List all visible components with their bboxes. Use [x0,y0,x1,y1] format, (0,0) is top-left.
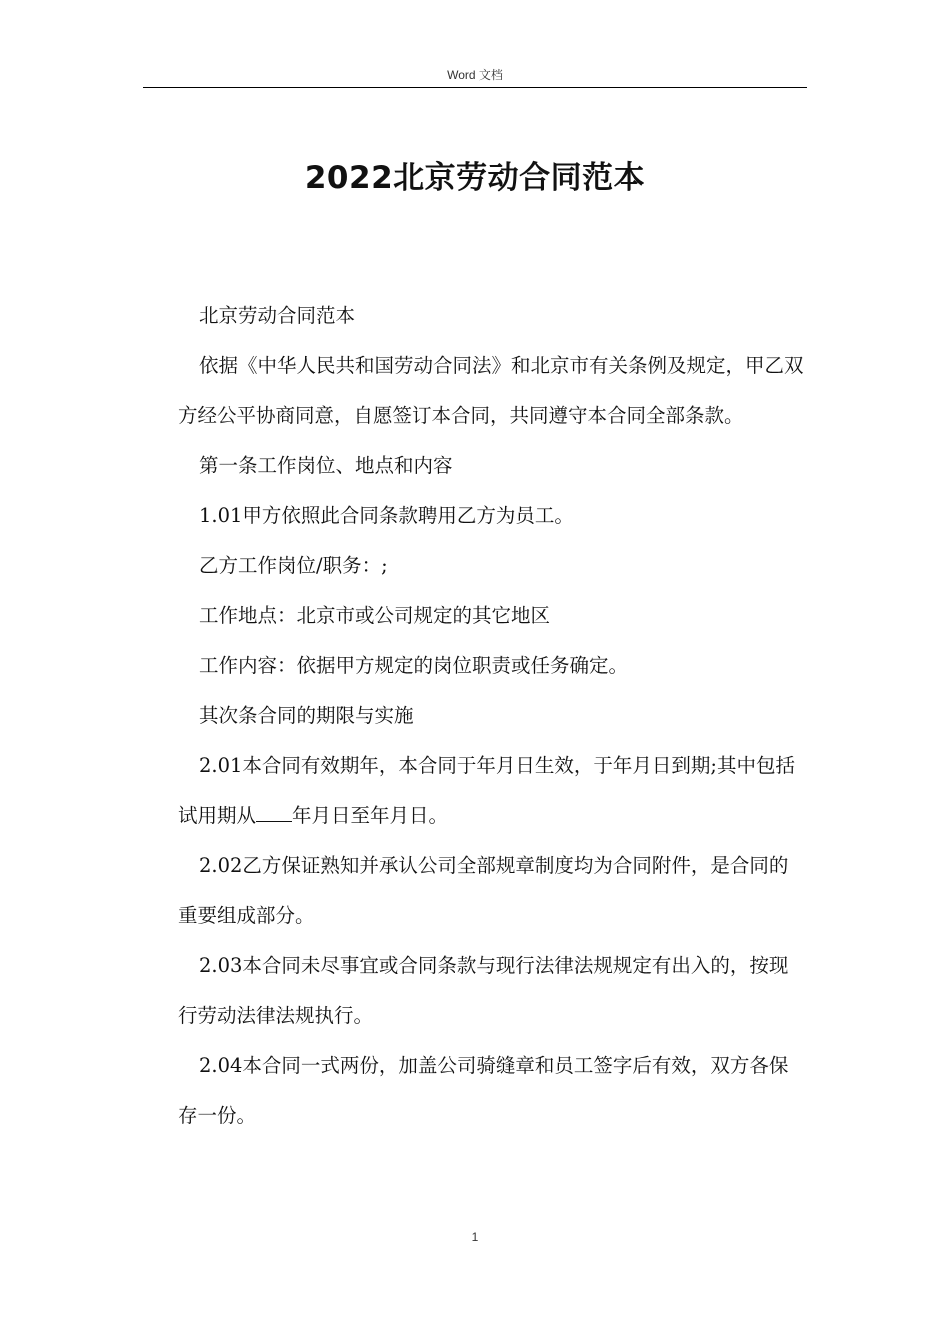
fill-in-blank [256,802,292,823]
paragraph: 北京劳动合同范本 [199,304,356,327]
paragraph: 依据《中华人民共和国劳动合同法》和北京市有关条例及规定，甲乙双方经公平协商同意，自愿签订本合同，共同遵守本合同全部条款。 [178,354,804,427]
page-header: Word 文档 [447,68,503,82]
paragraph: 乙方工作岗位/职务：; [199,554,388,577]
paragraph: 2.03本合同未尽事宜或合同条款与现行法律法规规定有出入的，按现行劳动法律法规执行。 [178,954,789,1027]
page-number: 1 [471,1230,479,1244]
document-title: 2022北京劳动合同范本 [304,160,646,196]
paragraph-text: 2.01本合同有效期年，本合同于年月日生效，于年月日到期;其中包括试用期从 [178,754,795,827]
document-body [178,298,806,1148]
header-divider [143,87,807,88]
paragraph: 其次条合同的期限与实施 [199,704,414,727]
paragraph: 2.02乙方保证熟知并承认公司全部规章制度均为合同附件，是合同的重要组成部分。 [178,854,789,927]
paragraph-text: 年月日至年月日。 [292,804,449,827]
paragraph [178,741,806,841]
paragraph: 1.01甲方依照此合同条款聘用乙方为员工。 [199,504,574,527]
paragraph: 工作地点：北京市或公司规定的其它地区 [199,604,551,627]
paragraph: 第一条工作岗位、地点和内容 [199,454,453,477]
paragraph: 工作内容：依据甲方规定的岗位职责或任务确定。 [199,654,629,677]
paragraph: 2.04本合同一式两份，加盖公司骑缝章和员工签字后有效，双方各保存一份。 [178,1054,789,1127]
